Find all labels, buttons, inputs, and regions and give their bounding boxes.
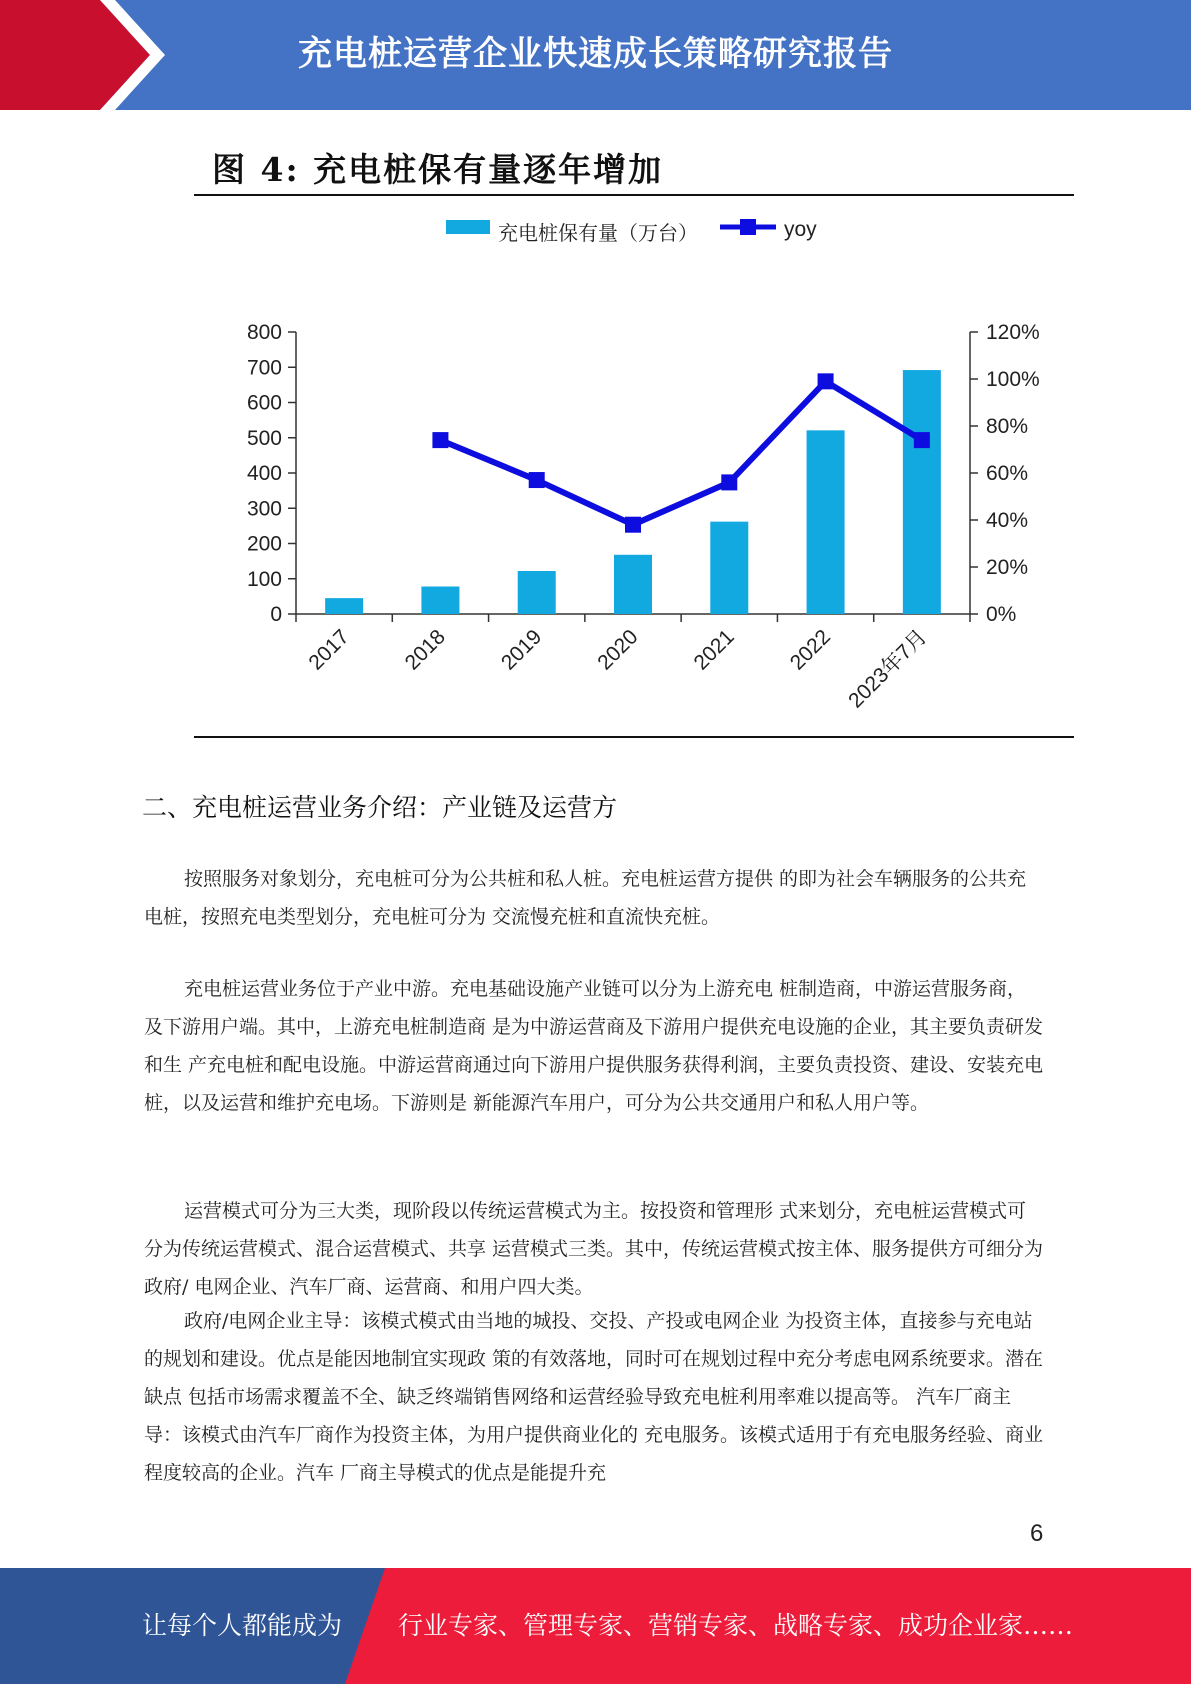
legend-bar-label: 充电桩保有量（万台） (498, 221, 698, 245)
yoy-marker-2023年7月 (914, 432, 930, 448)
y-tick-label-right: 100% (986, 368, 1040, 391)
y-tick-label-left: 800 (246, 321, 282, 344)
x-tick-label: 2018 (400, 625, 450, 675)
footer-slogan-left: 让每个人都能成为 (142, 1611, 343, 1640)
bar-2017 (325, 598, 363, 614)
legend-line-label: yoy (784, 218, 817, 241)
bar-2018 (421, 587, 459, 614)
bar-2021 (710, 522, 748, 614)
y-tick-label-right: 120% (986, 321, 1040, 344)
footer-banner (0, 1568, 1191, 1684)
header-title: 充电桩运营企业快速成长策略研究报告 (298, 34, 893, 74)
yoy-marker-2018 (432, 432, 448, 448)
x-tick-label: 2020 (593, 625, 643, 675)
x-tick-label: 2022 (785, 625, 836, 675)
y-tick-label-right: 0% (986, 603, 1017, 626)
header-banner (0, 0, 1191, 110)
bar-2022 (807, 430, 845, 614)
paragraph-4: 政府/电网企业主导：该模式模式由当地的城投、交投、产投或电网企业 为投资主体，直接参与充电站的规划和建设。优点是能因地制宜实现政 策的有效落地，同时可在规划过程中充分考虑电网系统要求。潜在缺点 包括市场需求覆盖不全、缺乏终端销售网络和运营经验导致充电桩利用率难以提高等。 汽车厂商主导：该模式由汽车厂商作为投资主体，为用户提供商业化的 充电服务。该模式适用于有充电服务经验、商业程度较高的企业。汽车 厂商主导模式的优点是能提升充 (144, 1310, 1044, 1484)
x-tick-label: 2019 (496, 625, 547, 675)
bar-2020 (614, 555, 652, 614)
figure-top-rule (194, 194, 1074, 196)
yoy-marker-2022 (818, 373, 834, 389)
chart (180, 200, 1076, 730)
y-tick-label-right: 80% (986, 415, 1029, 438)
legend-line-marker (740, 219, 756, 235)
figure (180, 132, 1076, 742)
y-tick-label-left: 600 (246, 391, 282, 415)
y-tick-label-left: 400 (246, 462, 282, 485)
y-tick-label-left: 200 (246, 532, 282, 556)
yoy-line (440, 381, 921, 524)
figure-bottom-rule (194, 736, 1074, 738)
yoy-marker-2020 (625, 517, 641, 533)
legend-bar-swatch (446, 220, 490, 234)
section-heading: 二、充电桩运营业务介绍：产业链及运营方 (142, 793, 618, 822)
paragraph-3: 运营模式可分为三大类，现阶段以传统运营模式为主。按投资和管理形 式来划分，充电桩运营模式可分为传统运营模式、混合运营模式、共享 运营模式三类。其中，传统运营模式按主体、服务提供方可细分为政府/ 电网企业、汽车厂商、运营商、和用户四大类。 (144, 1200, 1044, 1298)
figure-title: 图 4: 充电桩保有量逐年增加 (212, 150, 664, 189)
y-tick-label-right: 40% (986, 509, 1029, 532)
y-tick-label-left: 300 (246, 497, 282, 521)
y-tick-label-left: 100 (246, 567, 282, 591)
bar-2023年7月 (903, 370, 941, 614)
bar-2019 (518, 571, 556, 614)
yoy-marker-2019 (529, 472, 545, 488)
y-tick-label-left: 700 (246, 356, 282, 380)
y-tick-label-left: 0 (270, 603, 282, 626)
paragraph-1: 按照服务对象划分，充电桩可分为公共桩和私人桩。充电桩运营方提供 的即为社会车辆服务的公共充电桩，按照充电类型划分，充电桩可分为 交流慢充桩和直流快充桩。 (144, 868, 1027, 928)
y-tick-label-right: 60% (986, 462, 1029, 485)
page-number: 6 (1030, 1520, 1044, 1547)
x-tick-label: 2021 (689, 625, 739, 675)
y-tick-label-right: 20% (986, 556, 1029, 579)
x-tick-label: 2023年7月 (844, 625, 932, 713)
x-tick-label: 2017 (304, 625, 354, 675)
yoy-marker-2021 (721, 474, 737, 490)
footer-slogan-right: 行业专家、管理专家、营销专家、战略专家、成功企业家…… (398, 1611, 1074, 1640)
paragraph-2: 充电桩运营业务位于产业中游。充电基础设施产业链可以分为上游充电 桩制造商，中游运营服务商，及下游用户端。其中，上游充电桩制造商 是为中游运营商及下游用户提供充电设施的企业，其主要负责研发和生 产充电桩和配电设施。中游运营商通过向下游用户提供服务获得利润，主要负责投资、建设、安装充电桩，以及运营和维护充电场。下游则是 新能源汽车用户，可分为公共交通用户和私人用户等。 (144, 978, 1044, 1114)
y-tick-label-left: 500 (246, 426, 282, 450)
